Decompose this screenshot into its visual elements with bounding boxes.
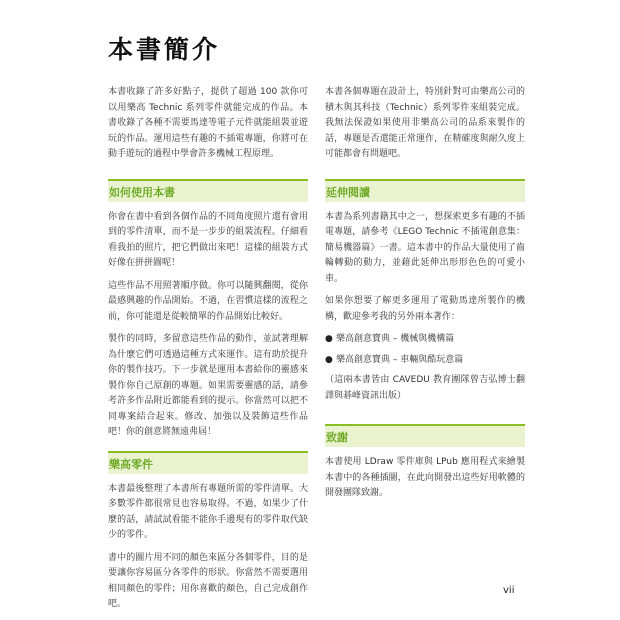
right-column — [325, 85, 525, 509]
page-title: 本書簡介 — [108, 35, 221, 64]
body-paragraph: 製作的同時，多留意這些作品的動作，並試著理解為什麼它們可透過這種方式來運作。這有助於提升你的製作技巧。下一步就是運用本書給你的靈感來製作你自己原創的專題。如果需要靈感的話，請參考許多作品附近都能看到的提示。你當然可以把不同專案結合起來。修改、加強以及裝飾這些作品吧！你的創意將無遠弗屆！ — [108, 334, 308, 437]
section-heading: 延伸閱讀 — [326, 185, 370, 199]
list-item — [325, 353, 525, 369]
page-number: vii — [503, 585, 515, 596]
left-column — [108, 85, 308, 620]
body-paragraph: 書中的圖片用不同的顏色來區分各個零件，目的是要讓你容易區分各零件的形狀。你當然不需要選用相同顏色的零件；用你喜歡的顏色，自己完成創作吧。 — [108, 552, 308, 609]
section-header-how-to-use — [108, 179, 308, 202]
body-paragraph: 你會在書中看到各個作品的不同角度照片還有會用到的零件清單，而不是一步步的組裝流程。仔細看看我拍的照片，把它們做出來吧！這樣的組裝方式好像在拼拼圖呢！ — [108, 211, 308, 268]
list-item — [325, 332, 525, 348]
list-item-text: 樂高創意寶典 – 機械與機構篇 — [336, 334, 455, 344]
bullet-icon: ● — [325, 354, 333, 365]
section-heading: 致謝 — [326, 431, 348, 444]
translation-note: （這兩本書皆由 CAVEDU 教育團隊曾吉弘博士翻譯與碁峰資訊出版） — [325, 375, 525, 401]
intro-paragraph: 本書收錄了許多好點子，提供了超過 100 款你可以用樂高 Technic 系列零件就能完成的作品。本書收錄了各種不需要馬達等電子元件就能組裝並遊玩的作品。運用這些有趣的不插電專題，你將可在動手遊玩的過程中學會許多機械工程原理。 — [108, 87, 308, 159]
section-heading: 如何使用本書 — [109, 185, 175, 199]
body-paragraph: 本書為系列書籍其中之一，想探索更多有趣的不插電專題，請參考《LEGO Technic 不插電創意集：簡易機器篇》一書。這本書中的作品大量使用了齒輪轉動的動力，並藉此延伸出形形色色的可愛小車。 — [325, 211, 525, 284]
body-paragraph: 如果你想要了解更多運用了電動馬達所製作的機構，歡迎參考我的另外兩本著作： — [325, 296, 525, 322]
list-item-text: 樂高創意寶典 – 車輛與酷玩意篇 — [336, 354, 464, 365]
section-heading: 樂高零件 — [109, 457, 153, 471]
section-header-lego-parts — [108, 451, 308, 474]
section-header-thanks — [325, 424, 525, 447]
body-paragraph: 本書使用 LDraw 零件庫與 LPub 應用程式來繪製本書中的各種插圖，在此向開發出這些好用軟體的開發團隊致謝。 — [325, 457, 525, 498]
bullet-icon: ● — [325, 334, 333, 344]
body-paragraph: 本書最後整理了本書所有專題所需的零件清單。大多數零件都很常見也容易取得。不過，如果少了什麼的話，請試試看能不能你手邊現有的零件取代缺少的零件。 — [108, 483, 308, 540]
intro-paragraph: 本書各個專題在設計上，特別針對可由樂高公司的積木與其科技（Technic）系列零件來組裝完成。我無法保證如果使用非樂高公司的品系來製作的話，專題是否還能正常運作，在精確度與耐久度上可能都會有問題吧。 — [325, 87, 525, 159]
body-paragraph: 這些作品不用照著順序做。你可以隨興翻閱，從你最感興趣的作品開始。不過，在習慣這樣的流程之前，你可能還是從較簡單的作品開始比較好。 — [108, 280, 308, 322]
section-header-further-reading — [325, 179, 525, 202]
